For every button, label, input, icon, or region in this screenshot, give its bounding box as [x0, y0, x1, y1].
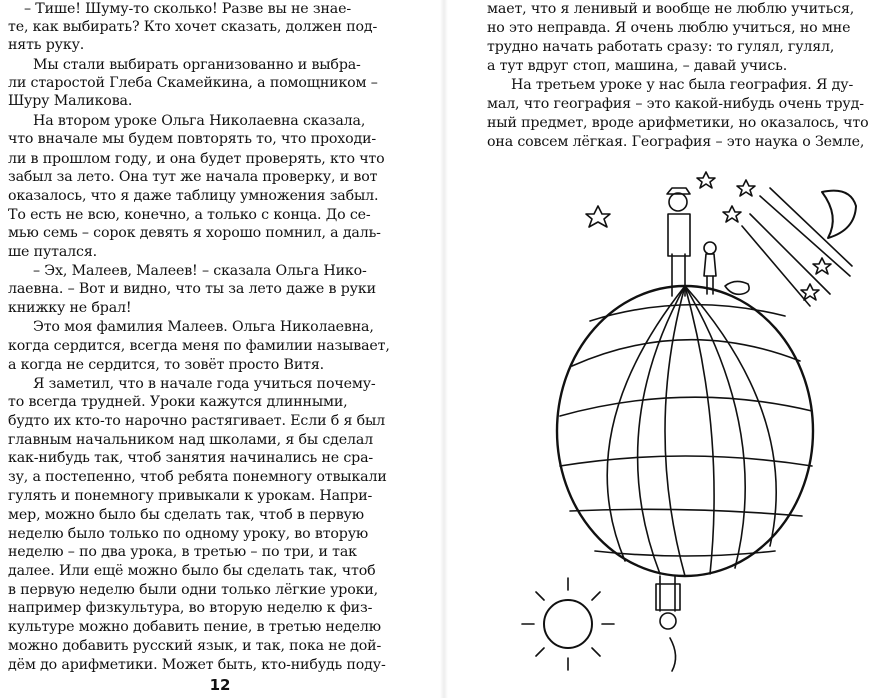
text-line: дём до арифметики. Может быть, кто-нибудь поду-	[8, 657, 386, 673]
text-line: Мы стали выбирать организованно и выбра-	[33, 57, 361, 73]
text-line: ше путался.	[8, 244, 97, 260]
text-line: То есть не всю, конечно, а только с конца. До се-	[8, 207, 371, 223]
text-line: неделю было только по одному уроку, во вторую	[8, 526, 369, 542]
sun-icon	[544, 600, 592, 648]
text-line: – Эх, Малеев, Малеев! – сказала Ольга Нико-	[33, 263, 367, 279]
text-line: она совсем лёгкая. География – это наука о Земле,	[487, 134, 865, 150]
globe-with-figures-illustration	[510, 166, 870, 676]
text-line: мал, что география – это какой-нибудь очень труд-	[487, 96, 864, 112]
text-line: На втором уроке Ольга Николаевна сказала,	[33, 113, 366, 129]
text-line: культуре можно добавить пение, в третью неделю	[8, 619, 381, 635]
text-line: например физкультура, во вторую неделю к физ-	[8, 600, 373, 616]
text-line: оказалось, что я даже таблицу умножения забыл.	[8, 188, 379, 204]
text-line: но это неправда. Я очень люблю учиться, но мне	[487, 20, 851, 36]
text-line: неделю – по два урока, в третью – по три, и так	[8, 544, 357, 560]
text-line: гулять и понемногу привыкали к урокам. Напри-	[8, 488, 373, 504]
text-line: когда сердится, всегда меня по фамилии называет,	[8, 338, 390, 354]
text-line: а когда не сердится, то зовёт просто Витя.	[8, 357, 324, 373]
text-line: будто их кто-то нарочно растягивает. Если б я был	[8, 413, 386, 429]
text-line: книжку не брал!	[8, 300, 132, 316]
text-line: то всегда трудней. Уроки кажутся длинными,	[8, 394, 348, 410]
text-line: ли старостой Глеба Скамейкина, а помощником –	[8, 75, 378, 91]
page-number: 12	[209, 676, 231, 694]
text-line: в первую неделю были одни только лёгкие уроки,	[8, 582, 379, 598]
text-line: Я заметил, что в начале года учиться почему-	[33, 376, 376, 392]
text-line: Это моя фамилия Малеев. Ольга Николаевна,	[33, 319, 374, 335]
globe-icon	[557, 286, 813, 576]
text-line: что вначале мы будем повторять то, что проходи-	[8, 131, 377, 147]
text-line: Шуру Маликова.	[8, 93, 133, 109]
text-line: нять руку.	[8, 37, 85, 53]
text-line: лаевна. – Вот и видно, что ты за лето даже в руки	[8, 281, 376, 297]
text-line: забыл за лето. Она тут же начала проверку, и вот	[8, 169, 378, 185]
text-line: На третьем уроке у нас была география. Я ду-	[511, 77, 854, 93]
text-line: ный предмет, вроде арифметики, но оказалось, что	[487, 115, 869, 131]
text-line: можно добавить русский язык, и так, пока не дой-	[8, 638, 382, 654]
text-line: мер, можно было бы сделать так, чтоб в первую	[8, 507, 364, 523]
book-gutter	[440, 0, 448, 698]
text-line: трудно начать работать сразу: то гулял, гулял,	[487, 39, 835, 55]
text-line: мает, что я ленивый и вообще не люблю учиться,	[487, 1, 855, 17]
text-line: далее. Или ещё можно было бы сделать так, чтоб	[8, 563, 376, 579]
text-line: те, как выбирать? Кто хочет сказать, должен под-	[8, 19, 378, 35]
text-line: ли в прошлом году, и она будет проверять, кто что	[8, 151, 385, 167]
text-line: – Тише! Шуму-то сколько! Разве вы не знае-	[24, 1, 351, 17]
text-line: зу, а постепенно, чтоб ребята понемногу отвыкали	[8, 469, 387, 485]
left-page	[0, 0, 440, 698]
text-line: как-нибудь так, чтоб занятия начинались не сра-	[8, 450, 374, 466]
moon-icon	[822, 191, 856, 238]
text-line: главным начальником над школами, я бы сделал	[8, 432, 374, 448]
text-line: а тут вдруг стоп, машина, – давай учись.	[487, 58, 788, 74]
text-line: мью семь – сорок девять я хорошо помнил, а даль-	[8, 225, 381, 241]
